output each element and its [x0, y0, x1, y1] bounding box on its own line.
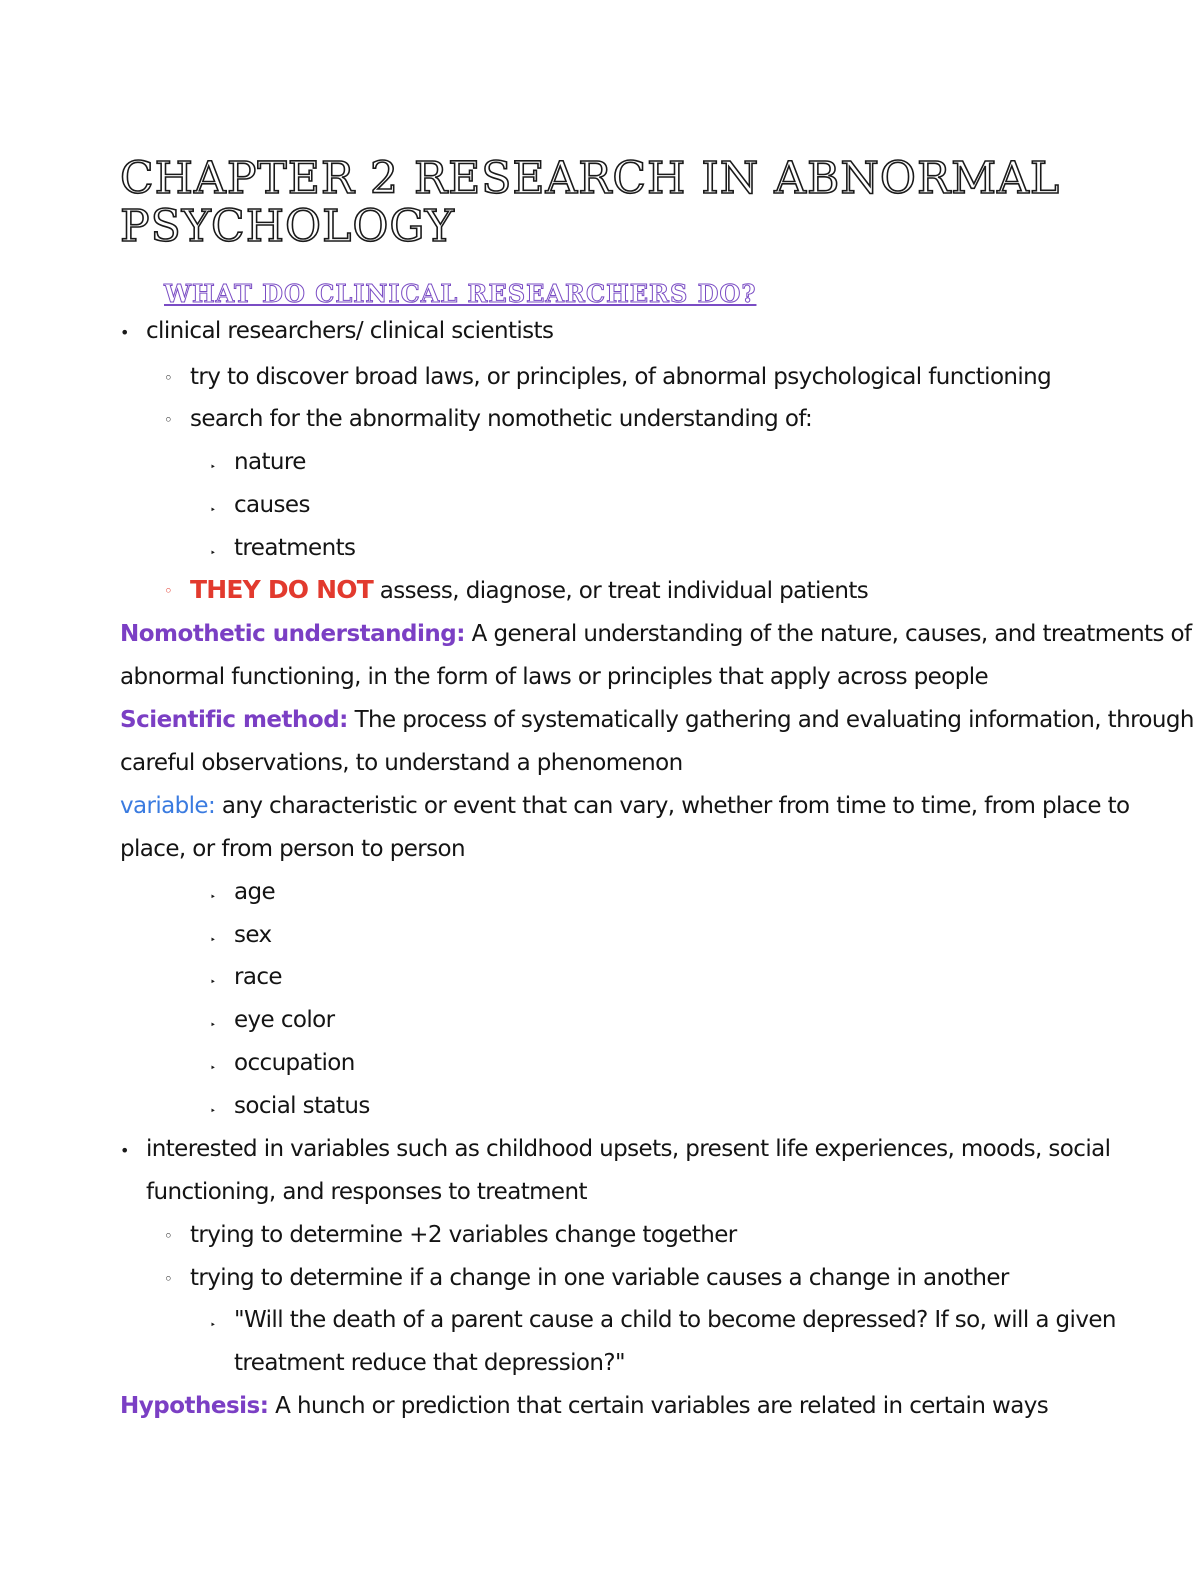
list-item — [164, 1220, 737, 1250]
definition-nomothetic — [120, 619, 1192, 649]
term-label: variable: — [120, 793, 216, 819]
list-item-text: nature — [234, 449, 306, 475]
list-item-text: occupation — [234, 1050, 355, 1076]
section-heading: WHAT DO CLINICAL RESEARCHERS DO? — [164, 279, 757, 308]
triangle-bullet-icon: ‣ — [210, 1063, 216, 1074]
definition-text: any characteristic or event that can vary, whether from time to time, from place to — [215, 793, 1130, 819]
definition-continuation: place, or from person to person — [120, 836, 465, 862]
triangle-bullet-icon: ‣ — [210, 548, 216, 559]
list-item-text: try to discover broad laws, or principles, of abnormal psychological functioning — [190, 364, 1052, 390]
list-item — [210, 1305, 1116, 1335]
circle-bullet-icon: ◦ — [164, 582, 173, 600]
definition-variable — [120, 791, 1129, 821]
page-title: CHAPTER 2 RESEARCH IN ABNORMAL PSYCHOLOGY — [120, 153, 1061, 252]
term-label: Scientific method: — [120, 707, 348, 733]
circle-bullet-icon: ◦ — [164, 369, 173, 387]
triangle-bullet-icon: ‣ — [210, 892, 216, 903]
list-item — [210, 1048, 355, 1078]
list-item-text: "Will the death of a parent cause a child to become depressed? If so, will a given — [234, 1307, 1116, 1333]
list-item-text: race — [234, 964, 282, 990]
circle-bullet-icon: ◦ — [164, 1270, 173, 1288]
list-item — [164, 404, 813, 434]
circle-bullet-icon: ◦ — [164, 411, 173, 429]
triangle-bullet-icon: ‣ — [210, 505, 216, 516]
bullet-icon: • — [120, 323, 129, 342]
list-item — [164, 1263, 1009, 1293]
list-item-text: eye color — [234, 1007, 335, 1033]
triangle-bullet-icon: ‣ — [210, 1106, 216, 1117]
list-item — [164, 575, 869, 606]
list-item — [210, 490, 310, 520]
term-label: Nomothetic understanding: — [120, 621, 465, 647]
list-item — [210, 447, 306, 477]
list-item-continuation: functioning, and responses to treatment — [146, 1179, 587, 1205]
list-item-text: clinical researchers/ clinical scientists — [146, 318, 554, 344]
term-label: Hypothesis: — [120, 1393, 269, 1419]
list-item — [210, 533, 356, 563]
bullet-icon: • — [120, 1141, 129, 1160]
circle-bullet-icon: ◦ — [164, 1227, 173, 1245]
list-item — [210, 877, 276, 907]
triangle-bullet-icon: ‣ — [210, 462, 216, 473]
list-item-text: interested in variables such as childhood upsets, present life experiences, moods, social — [146, 1136, 1111, 1162]
definition-hypothesis — [120, 1391, 1048, 1421]
definition-scientific-method — [120, 705, 1194, 735]
emphasis-text: THEY DO NOT — [190, 575, 373, 604]
list-item-text: search for the abnormality nomothetic understanding of: — [190, 406, 813, 432]
list-item — [210, 1091, 370, 1121]
definition-text: A general understanding of the nature, causes, and treatments of — [464, 621, 1192, 647]
list-item — [120, 316, 554, 346]
list-item — [210, 1005, 335, 1035]
list-item-continuation: treatment reduce that depression?" — [234, 1350, 625, 1376]
triangle-bullet-icon: ‣ — [210, 1020, 216, 1031]
list-item-text: age — [234, 879, 276, 905]
list-item-text: treatments — [234, 535, 356, 561]
list-item — [120, 1134, 1111, 1164]
definition-text: A hunch or prediction that certain variables are related in certain ways — [268, 1393, 1049, 1419]
definition-text: The process of systematically gathering and evaluating information, through — [347, 707, 1194, 733]
list-item-text: assess, diagnose, or treat individual patients — [373, 578, 869, 604]
triangle-bullet-icon: ‣ — [210, 935, 216, 946]
list-item-text: trying to determine if a change in one variable causes a change in another — [190, 1265, 1009, 1291]
list-item-text: sex — [234, 922, 272, 948]
triangle-bullet-icon: ‣ — [210, 1320, 216, 1331]
list-item-text: trying to determine +2 variables change together — [190, 1222, 737, 1248]
list-item-text: social status — [234, 1093, 370, 1119]
definition-continuation: abnormal functioning, in the form of laws or principles that apply across people — [120, 664, 989, 690]
triangle-bullet-icon: ‣ — [210, 977, 216, 988]
list-item-text: causes — [234, 492, 310, 518]
list-item — [210, 962, 282, 992]
definition-continuation: careful observations, to understand a phenomenon — [120, 750, 683, 776]
list-item — [210, 920, 272, 950]
list-item — [164, 362, 1052, 392]
